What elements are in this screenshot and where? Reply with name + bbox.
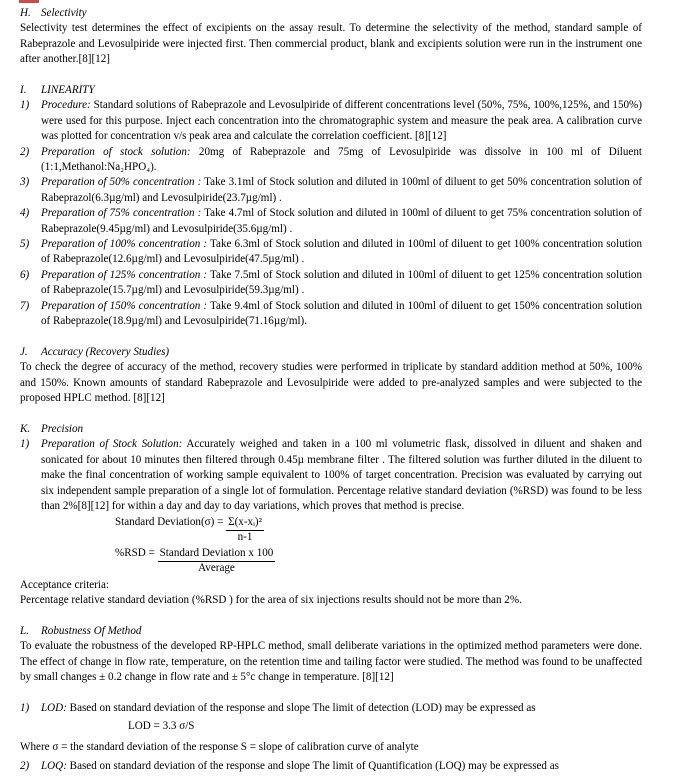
section-linearity: [20, 83, 642, 330]
list-item: 1) Procedure: Standard solutions of Rabeprazole and Levosulpiride of different concentrations level (50%, 75%, 100%,125%, and 150%) were used for this purpose. Inject each concentration into the chromatographic system and measure the peak area. A calibration curve was plotted for concentration v/s peak area and calculate the correlation coefficient. [8][12]: [20, 99, 642, 143]
list-item: 4) Preparation of 75% concentration : Take 4.7ml of Stock solution and diluted in 100ml of diluent to get 75% concentration solution of Rabeprazole(9.45µg/ml) and Levosulpiride(35.6µg/ml) .: [20, 207, 642, 235]
list-item: 6) Preparation of 125% concentration : Take 7.5ml of Stock solution and diluted in 100ml of diluent to get 125% concentration solution of Rabeprazole(15.7µg/ml) and Levosulpiride(59.3µg/ml) .: [20, 268, 642, 297]
section-selectivity: [20, 6, 642, 68]
section-body: Selectivity test determines the effect of excipients on the assay result. To determine the selectivity of the method, standard sample of Rabeprazole and Levosulpiride were injected first. Then commercial product, blank and excipients solution were run in the instrument one after another.[8][12]: [20, 22, 642, 66]
list-item: 5) Preparation of 100% concentration : Take 6.3ml of Stock solution and diluted in 100ml of diluent to get 100% concentration solution of Rabeprazole(12.6µg/ml) and Levosulpiride(47.5µg/ml) .: [20, 238, 642, 266]
sd-formula: Standard Deviation(σ) = $\frac{\text{Σ(x-xᵢ)²}}{n-1}$: [115, 516, 262, 544]
lod-formula: LOD = 3.3 σ/S: [128, 720, 195, 732]
list-item: 2) LOQ: Based on standard deviation of the response and slope The limit of Quantification (LOQ) may be expressed as: [20, 760, 559, 772]
section-precision: [20, 422, 642, 514]
loq-item: [20, 759, 642, 774]
section-heading: J. Accuracy (Recovery Studies): [20, 346, 170, 358]
acceptance-criteria: Acceptance criteria: Percentage relative standard deviation (%RSD ) for the area of six injections results should not be more than 2%.: [20, 579, 522, 607]
section-heading: K. Precision: [20, 423, 84, 435]
section-heading: L. Robustness Of Method: [20, 625, 142, 637]
list-item: 7) Preparation of 150% concentration : Take 9.4ml of Stock solution and diluted in 100ml of diluent to get 150% concentration solution of Rabeprazole(18.9µg/ml) and Levosulpiride(71.16µg/ml).: [20, 299, 642, 328]
decorative-mark: [19, 0, 39, 3]
lod-item: [20, 701, 642, 716]
list-item: 3) Preparation of 50% concentration : Take 3.1ml of Stock solution and diluted in 100ml of diluent to get 50% concentration solution of Rabeprazol(6.3µg/ml) and Levosulpiride(23.7µg/ml) .: [20, 176, 642, 204]
list-item: 2) Preparation of stock solution: 20mg of Rabeprazole and 75mg of Levosulpiride was dissolve in 100 ml of Diluent (1:1,Methanol:Na₂HPO₄).: [20, 145, 642, 174]
section-heading: I. LINEARITY: [20, 84, 95, 96]
section-heading: H. Selectivity: [20, 7, 87, 19]
section-body: To evaluate the robustness of the developed RP-HPLC method, small deliberate variations in the optimized method parameters were done. The effect of change in flow rate, temperature, on the retention time and tailing factor were studied. The method was found to be unaffected by small changes ± 0.2 change in flow rate and ± 5°c change in temperature. [8][12]: [20, 640, 642, 684]
where-line: Where σ = the standard deviation of the response S = slope of calibration curve of analyte: [20, 741, 419, 753]
section-body: To check the degree of accuracy of the method, recovery studies were performed in triplicate by standard addition method at 50%, 100% and 150%. Known amounts of standard Rabeprazole and Levosulpiride were added to pre-analyzed samples and were subjected to the proposed HPLC method. [8][12]: [20, 361, 642, 405]
section-accuracy: [20, 345, 642, 407]
section-robustness: [20, 624, 642, 686]
list-item: 1) LOD: Based on standard deviation of the response and slope The limit of detection (LOD) may be expressed as: [20, 702, 536, 714]
rsd-formula: %RSD = $\frac{\text{Standard Deviation x 100}}{\text{Average}}$: [115, 547, 274, 575]
list-item: 1) Preparation of Stock Solution: Accurately weighed and taken in a 100 ml volumetric flask, dissolved in diluent and shaken and sonicated for about 10 minutes then filtered through 0.45µ membrane filter . The filtered solution was further diluted in the diluent to make the final concentration of working sample equivalent to 100% of target concentration. Precision was evaluated by carrying out six independent sample preparation of a single lot of formulation. Percentage relative standard deviation (%RSD) was found to be less than 2%[8][12] for within a day and day to day variations, which proves that method is precise.: [20, 438, 642, 513]
